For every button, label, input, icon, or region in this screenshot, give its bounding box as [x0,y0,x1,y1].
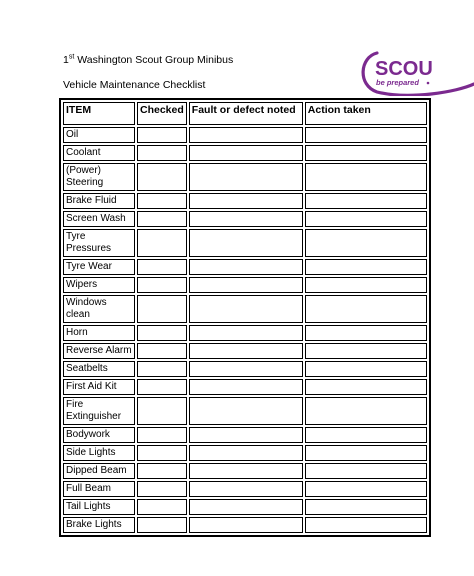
table-row [63,127,427,143]
table-row [63,325,427,341]
fault-cell[interactable] [189,517,303,533]
fault-cell[interactable] [189,145,303,161]
checked-cell[interactable] [137,379,187,395]
table-row [63,277,427,293]
fault-cell[interactable] [189,325,303,341]
logo-wordmark: SCOU [375,58,433,80]
action-cell[interactable] [305,193,427,209]
fault-cell[interactable] [189,361,303,377]
action-cell[interactable] [305,379,427,395]
title-ordinal-suffix: st [68,53,75,61]
fault-cell[interactable] [189,481,303,497]
item-cell: Oil [63,127,135,143]
fault-cell[interactable] [189,397,303,425]
item-cell: Tyre Wear [63,259,135,275]
table-row [63,397,427,425]
action-cell[interactable] [305,277,427,293]
table-row [63,463,427,479]
checked-cell[interactable] [137,361,187,377]
action-cell[interactable] [305,163,427,191]
fault-cell[interactable] [189,163,303,191]
title-ordinal: 1 [63,54,69,66]
checked-cell[interactable] [137,445,187,461]
item-cell: (Power) Steering [63,163,135,191]
item-cell: Windows clean [63,295,135,323]
checked-cell[interactable] [137,397,187,425]
fault-cell[interactable] [189,127,303,143]
checked-cell[interactable] [137,499,187,515]
fault-cell[interactable] [189,379,303,395]
fault-cell[interactable] [189,445,303,461]
item-cell: Wipers [63,277,135,293]
item-cell: Reverse Alarm [63,343,135,359]
fault-cell[interactable] [189,343,303,359]
table-header-row [63,102,427,125]
item-cell: Coolant [63,145,135,161]
header-action: Action taken [305,102,427,125]
title-text: Washington Scout Group Minibus [74,54,234,66]
table-row [63,499,427,515]
item-cell: Screen Wash [63,211,135,227]
action-cell[interactable] [305,361,427,377]
table-row [63,379,427,395]
table-row [63,517,427,533]
action-cell[interactable] [305,397,427,425]
checked-cell[interactable] [137,277,187,293]
table-row [63,163,427,191]
checked-cell[interactable] [137,229,187,257]
table-row [63,343,427,359]
checked-cell[interactable] [137,343,187,359]
item-cell: Fire Extinguisher [63,397,135,425]
action-cell[interactable] [305,127,427,143]
table-row [63,259,427,275]
checked-cell[interactable] [137,481,187,497]
table-row [63,481,427,497]
table-row [63,445,427,461]
action-cell[interactable] [305,445,427,461]
action-cell[interactable] [305,229,427,257]
table-row [63,211,427,227]
fault-cell[interactable] [189,259,303,275]
fault-cell[interactable] [189,295,303,323]
checked-cell[interactable] [137,193,187,209]
table-row [63,193,427,209]
document-title [63,54,233,66]
action-cell[interactable] [305,211,427,227]
item-cell: Side Lights [63,445,135,461]
action-cell[interactable] [305,325,427,341]
fault-cell[interactable] [189,277,303,293]
action-cell[interactable] [305,295,427,323]
fault-cell[interactable] [189,229,303,257]
item-cell: Brake Fluid [63,193,135,209]
item-cell: First Aid Kit [63,379,135,395]
checked-cell[interactable] [137,427,187,443]
table-row [63,361,427,377]
item-cell: Full Beam [63,481,135,497]
table-row [63,295,427,323]
item-cell: Dipped Beam [63,463,135,479]
item-cell: Brake Lights [63,517,135,533]
action-cell[interactable] [305,343,427,359]
checked-cell[interactable] [137,211,187,227]
maintenance-checklist-table [59,98,431,537]
item-cell: Bodywork [63,427,135,443]
checked-cell[interactable] [137,145,187,161]
header-fault: Fault or defect noted [189,102,303,125]
action-cell[interactable] [305,463,427,479]
checked-cell[interactable] [137,163,187,191]
action-cell[interactable] [305,427,427,443]
fault-cell[interactable] [189,211,303,227]
checked-cell[interactable] [137,259,187,275]
table-row [63,145,427,161]
item-cell: Seatbelts [63,361,135,377]
action-cell[interactable] [305,517,427,533]
logo-tagline: be prepared [376,78,419,87]
checked-cell[interactable] [137,295,187,323]
checked-cell[interactable] [137,127,187,143]
header-checked: Checked [137,102,187,125]
action-cell[interactable] [305,259,427,275]
table-row [63,427,427,443]
item-cell: Tyre Pressures [63,229,135,257]
action-cell[interactable] [305,145,427,161]
fault-cell[interactable] [189,499,303,515]
fault-cell[interactable] [189,427,303,443]
item-cell: Tail Lights [63,499,135,515]
fault-cell[interactable] [189,463,303,479]
fault-cell[interactable] [189,193,303,209]
table-row [63,229,427,257]
action-cell[interactable] [305,499,427,515]
checked-cell[interactable] [137,325,187,341]
document-subtitle: Vehicle Maintenance Checklist [63,79,206,91]
item-cell: Horn [63,325,135,341]
checked-cell[interactable] [137,517,187,533]
action-cell[interactable] [305,481,427,497]
scout-logo [357,48,474,96]
checked-cell[interactable] [137,463,187,479]
logo-dot [427,82,430,85]
header-item: ITEM [63,102,135,125]
